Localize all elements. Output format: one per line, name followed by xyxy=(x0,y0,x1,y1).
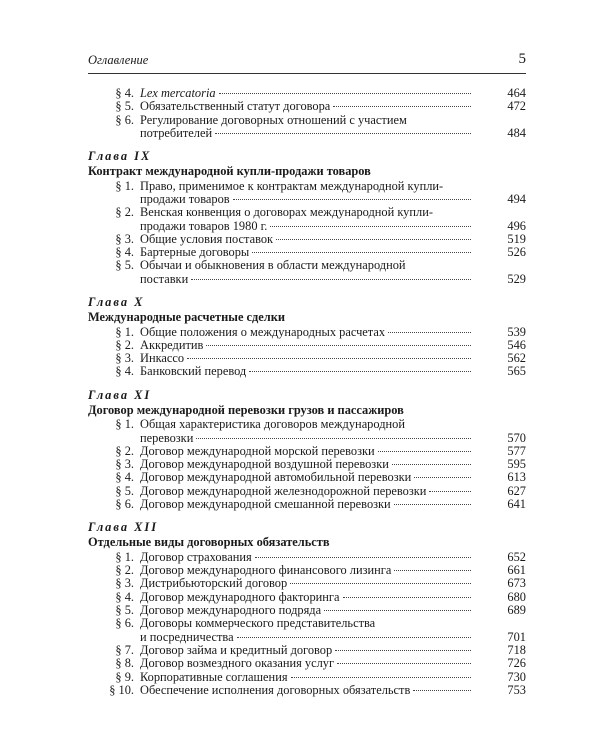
toc-entry xyxy=(88,180,526,207)
entry-line xyxy=(140,352,526,365)
entry-line xyxy=(140,485,526,498)
dot-leader xyxy=(291,677,471,678)
entry-line xyxy=(140,365,526,378)
entry-title: Венская конвенция о договорах международной купли- xyxy=(140,205,433,220)
entry-text xyxy=(140,445,526,458)
entry-line xyxy=(140,617,526,630)
toc-entry xyxy=(88,617,526,644)
entry-title: Договор международной воздушной перевозки xyxy=(140,457,389,472)
entry-page-number: 562 xyxy=(507,351,526,366)
entry-text xyxy=(140,418,526,445)
entry-line xyxy=(140,87,526,100)
entry-text xyxy=(140,551,526,564)
entry-text xyxy=(140,617,526,644)
entry-text xyxy=(140,100,526,113)
entry-line xyxy=(140,273,526,286)
entry-title: Обычаи и обыкновения в области международной xyxy=(140,258,406,273)
section-number: § 2. xyxy=(115,205,134,220)
dot-leader xyxy=(237,637,471,638)
toc-entry xyxy=(88,458,526,471)
entry-line xyxy=(140,339,526,352)
entry-page-number: 519 xyxy=(507,231,526,246)
entry-title: Договор возмездного оказания услуг xyxy=(140,656,335,671)
entry-line xyxy=(140,259,526,272)
entry-page-number: 529 xyxy=(507,271,526,286)
entry-line xyxy=(140,206,526,219)
dot-leader xyxy=(335,650,471,651)
entry-title: Регулирование договорных отношений с участием xyxy=(140,112,407,127)
entry-title: Аккредитив xyxy=(140,337,204,352)
entry-line xyxy=(140,577,526,590)
dot-leader xyxy=(191,279,471,280)
entry-text xyxy=(140,339,526,352)
dot-leader xyxy=(324,610,471,611)
entry-text xyxy=(140,458,526,471)
entry-page-number: 565 xyxy=(507,364,526,379)
entry-text xyxy=(140,498,526,511)
section-number: § 2. xyxy=(115,337,134,352)
entry-page-number: 539 xyxy=(507,324,526,339)
entry-text xyxy=(140,87,526,100)
dot-leader xyxy=(233,199,471,200)
toc-entry xyxy=(88,114,526,141)
entry-text xyxy=(140,206,526,233)
section-number: § 6. xyxy=(115,616,134,631)
running-header xyxy=(88,51,526,74)
entry-page-number: 494 xyxy=(507,191,526,206)
entry-title: Договор международной морской перевозки xyxy=(140,443,375,458)
toc-entry xyxy=(88,445,526,458)
entry-text xyxy=(140,180,526,207)
entry-text xyxy=(140,259,526,286)
entry-title: Договор международной автомобильной перевозки xyxy=(140,470,412,485)
entry-title: Договоры коммерческого представительства xyxy=(140,616,376,631)
entry-text xyxy=(140,671,526,684)
toc-entry xyxy=(88,418,526,445)
section-number: § 6. xyxy=(115,497,134,512)
entry-line xyxy=(140,458,526,471)
toc-entry xyxy=(88,684,526,697)
entry-line xyxy=(140,471,526,484)
entry-line xyxy=(140,671,526,684)
entry-page-number: 680 xyxy=(507,589,526,604)
entry-page-number: 577 xyxy=(507,443,526,458)
entry-line xyxy=(140,631,526,644)
toc-entry xyxy=(88,233,526,246)
toc-entry xyxy=(88,87,526,100)
toc-entry xyxy=(88,657,526,670)
entry-line xyxy=(140,604,526,617)
section-number: § 2. xyxy=(115,443,134,458)
toc-chapter xyxy=(88,520,526,697)
dot-leader xyxy=(276,239,471,240)
entry-text xyxy=(140,485,526,498)
entry-line xyxy=(140,644,526,657)
entry-page-number: 673 xyxy=(507,576,526,591)
dot-leader xyxy=(290,583,471,584)
chapter-label: Глава XI xyxy=(88,387,152,402)
dot-leader xyxy=(337,663,471,664)
section-number: § 1. xyxy=(115,324,134,339)
entry-page-number: 701 xyxy=(507,629,526,644)
entry-line xyxy=(140,498,526,511)
entry-page-number: 661 xyxy=(507,563,526,578)
chapter-label: Глава X xyxy=(88,295,145,310)
dot-leader xyxy=(429,491,471,492)
entry-text xyxy=(140,114,526,141)
entry-line xyxy=(140,684,526,697)
toc-entry xyxy=(88,577,526,590)
toc-entry xyxy=(88,339,526,352)
toc-entry xyxy=(88,326,526,339)
entry-page-number: 753 xyxy=(507,682,526,697)
dot-leader xyxy=(414,477,471,478)
dot-leader xyxy=(255,557,471,558)
entry-title: и посредничества xyxy=(140,629,234,644)
entry-text xyxy=(140,326,526,339)
entry-page-number: 464 xyxy=(507,86,526,100)
toc-chapter xyxy=(88,87,526,140)
entry-text xyxy=(140,365,526,378)
entry-title: Lex mercatoria xyxy=(140,86,216,100)
entry-line xyxy=(140,591,526,604)
section-number: § 4. xyxy=(115,364,134,379)
toc-entry xyxy=(88,246,526,259)
toc-entry xyxy=(88,471,526,484)
entry-text xyxy=(140,471,526,484)
section-number: § 3. xyxy=(115,457,134,472)
chapter-title: Отдельные виды договорных обязательств xyxy=(88,535,330,550)
dot-leader xyxy=(206,345,471,346)
toc-entry xyxy=(88,498,526,511)
entry-text xyxy=(140,684,526,697)
entry-line xyxy=(140,326,526,339)
entry-page-number: 718 xyxy=(507,642,526,657)
toc-chapter xyxy=(88,295,526,379)
toc-entry xyxy=(88,485,526,498)
entry-title: Договор международного финансового лизинга xyxy=(140,563,392,578)
section-number: § 10. xyxy=(109,682,134,697)
section-number: § 1. xyxy=(115,417,134,432)
entry-title: продажи товаров 1980 г. xyxy=(140,218,268,233)
entry-text xyxy=(140,564,526,577)
dot-leader xyxy=(219,93,471,94)
entry-page-number: 484 xyxy=(507,125,526,140)
entry-page-number: 613 xyxy=(507,470,526,485)
entry-title: Договор страхования xyxy=(140,549,252,564)
toc-entry xyxy=(88,551,526,564)
toc-entry xyxy=(88,644,526,657)
toc-entry xyxy=(88,591,526,604)
entry-title: Обязательственный статут договора xyxy=(140,99,331,114)
dot-leader xyxy=(333,106,471,107)
entry-line xyxy=(140,100,526,113)
section-number: § 1. xyxy=(115,549,134,564)
section-number: § 5. xyxy=(115,99,134,114)
dot-leader xyxy=(270,226,471,227)
entry-text xyxy=(140,233,526,246)
section-number: § 3. xyxy=(115,351,134,366)
section-number: § 6. xyxy=(115,112,134,127)
entry-title: продажи товаров xyxy=(140,191,230,206)
toc-entry xyxy=(88,259,526,286)
entry-text xyxy=(140,246,526,259)
chapter-title: Контракт международной купли-продажи товаров xyxy=(88,164,371,179)
toc-entry xyxy=(88,604,526,617)
dot-leader xyxy=(392,464,471,465)
section-number: § 9. xyxy=(115,669,134,684)
toc-entry xyxy=(88,671,526,684)
section-number: § 4. xyxy=(115,589,134,604)
chapter-label: Глава XII xyxy=(88,520,159,535)
entry-title: Право, применимое к контрактам международной купли- xyxy=(140,178,444,193)
entry-title: Договор международной смешанной перевозки xyxy=(140,497,391,512)
dot-leader xyxy=(196,438,471,439)
dot-leader xyxy=(388,332,471,333)
entry-line xyxy=(140,551,526,564)
section-number: § 1. xyxy=(115,178,134,193)
section-number: § 4. xyxy=(115,245,134,260)
dot-leader xyxy=(378,451,471,452)
chapter-title: Международные расчетные сделки xyxy=(88,310,286,325)
entry-title: Бартерные договоры xyxy=(140,245,250,260)
entry-title: Корпоративные соглашения xyxy=(140,669,288,684)
entry-line xyxy=(140,418,526,431)
entry-page-number: 595 xyxy=(507,457,526,472)
section-number: § 5. xyxy=(115,483,134,498)
dot-leader xyxy=(394,570,471,571)
entry-page-number: 627 xyxy=(507,483,526,498)
entry-text xyxy=(140,591,526,604)
entry-text xyxy=(140,657,526,670)
entry-text xyxy=(140,577,526,590)
entry-title: перевозки xyxy=(140,430,194,445)
section-number: § 5. xyxy=(115,258,134,273)
dot-leader xyxy=(413,690,471,691)
toc-entry xyxy=(88,564,526,577)
entry-line xyxy=(140,657,526,670)
entry-line xyxy=(140,114,526,127)
entry-page-number: 726 xyxy=(507,656,526,671)
section-number: § 7. xyxy=(115,642,134,657)
entry-line xyxy=(140,445,526,458)
dot-leader xyxy=(215,133,471,134)
entry-page-number: 472 xyxy=(507,99,526,114)
entry-title: поставки xyxy=(140,271,189,286)
entry-text xyxy=(140,604,526,617)
dot-leader xyxy=(187,358,471,359)
section-number: § 2. xyxy=(115,563,134,578)
chapter-title: Договор международной перевозки грузов и пассажиров xyxy=(88,402,404,417)
running-title: Оглавление xyxy=(88,53,149,67)
entry-page-number: 641 xyxy=(507,497,526,512)
table-of-contents xyxy=(88,87,526,697)
toc-chapter xyxy=(88,388,526,512)
entry-title: Инкассо xyxy=(140,351,185,366)
entry-title: потребителей xyxy=(140,125,213,140)
section-number: § 8. xyxy=(115,656,134,671)
entry-title: Общая характеристика договоров международной xyxy=(140,417,405,432)
entry-text xyxy=(140,352,526,365)
entry-title: Договор займа и кредитный договор xyxy=(140,642,333,657)
section-number: § 5. xyxy=(115,603,134,618)
entry-line xyxy=(140,233,526,246)
entry-title: Общие положения о международных расчетах xyxy=(140,324,386,339)
dot-leader xyxy=(343,597,471,598)
dot-leader xyxy=(252,252,471,253)
entry-line xyxy=(140,127,526,140)
dot-leader xyxy=(394,504,471,505)
entry-line xyxy=(140,246,526,259)
entry-page-number: 689 xyxy=(507,603,526,618)
section-number: § 4. xyxy=(115,86,134,100)
entry-line xyxy=(140,180,526,193)
entry-line xyxy=(140,220,526,233)
entry-line xyxy=(140,193,526,206)
toc-entry xyxy=(88,206,526,233)
entry-page-number: 496 xyxy=(507,218,526,233)
entry-text xyxy=(140,644,526,657)
entry-page-number: 652 xyxy=(507,549,526,564)
toc-entry xyxy=(88,100,526,113)
entry-title: Общие условия поставок xyxy=(140,231,274,246)
entry-title: Договор международной железнодорожной перевозки xyxy=(140,483,427,498)
entry-title: Обеспечение исполнения договорных обязательств xyxy=(140,682,411,697)
section-number: § 4. xyxy=(115,470,134,485)
toc-entry xyxy=(88,352,526,365)
entry-page-number: 570 xyxy=(507,430,526,445)
entry-line xyxy=(140,432,526,445)
entry-page-number: 730 xyxy=(507,669,526,684)
entry-title: Дистрибьюторский договор xyxy=(140,576,288,591)
entry-page-number: 526 xyxy=(507,245,526,260)
page-number: 5 xyxy=(518,51,526,67)
section-number: § 3. xyxy=(115,231,134,246)
chapter-label: Глава IX xyxy=(88,149,152,164)
entry-line xyxy=(140,564,526,577)
entry-page-number: 546 xyxy=(507,337,526,352)
toc-entry xyxy=(88,365,526,378)
entry-title: Договор международного факторинга xyxy=(140,589,340,604)
section-number: § 3. xyxy=(115,576,134,591)
toc-chapter xyxy=(88,149,526,286)
dot-leader xyxy=(249,371,471,372)
entry-title: Банковский перевод xyxy=(140,364,247,379)
entry-title: Договор международного подряда xyxy=(140,603,322,618)
